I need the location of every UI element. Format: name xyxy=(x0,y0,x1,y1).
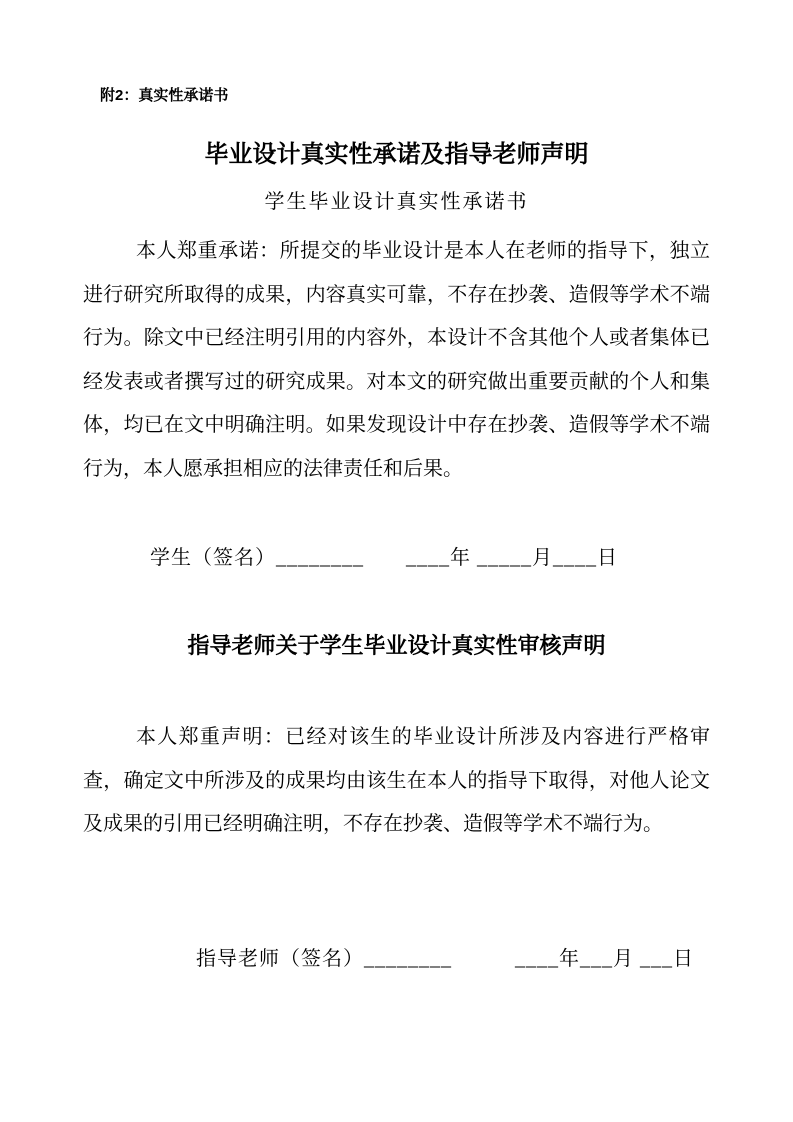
attachment-label: 附2：真实性承诺书 xyxy=(100,87,229,104)
advisor-section-title: 指导老师关于学生毕业设计真实性审核声明 xyxy=(187,633,606,658)
advisor-signature-line: 指导老师（签名）________ ____年___月 ___日 xyxy=(196,948,694,970)
student-signature-line: 学生（签名）________ ____年 _____月____日 xyxy=(150,547,618,569)
student-commitment-paragraph: 本人郑重承诺：所提交的毕业设计是本人在老师的指导下，独立进行研究所取得的成果，内容真实可靠，不存在抄袭、造假等学术不端行为。除文中已经注明引用的内容外，本设计不含其他个人或者集体已经发表或者撰写过的研究成果。对本文的研究做出重要贡献的个人和集体，均已在文中明确注明。如果发现设计中存在抄袭、造假等学术不端行为，本人愿承担相应的法律责任和后果。 xyxy=(83,240,710,480)
main-title: 毕业设计真实性承诺及指导老师声明 xyxy=(204,141,589,168)
student-section-subtitle: 学生毕业设计真实性承诺书 xyxy=(264,191,529,213)
advisor-declaration-paragraph: 本人郑重声明：已经对该生的毕业设计所涉及内容进行严格审查，确定文中所涉及的成果均由该生在本人的指导下取得，对他人论文及成果的引用已经明确注明，不存在抄袭、造假等学术不端行为。 xyxy=(83,726,710,835)
